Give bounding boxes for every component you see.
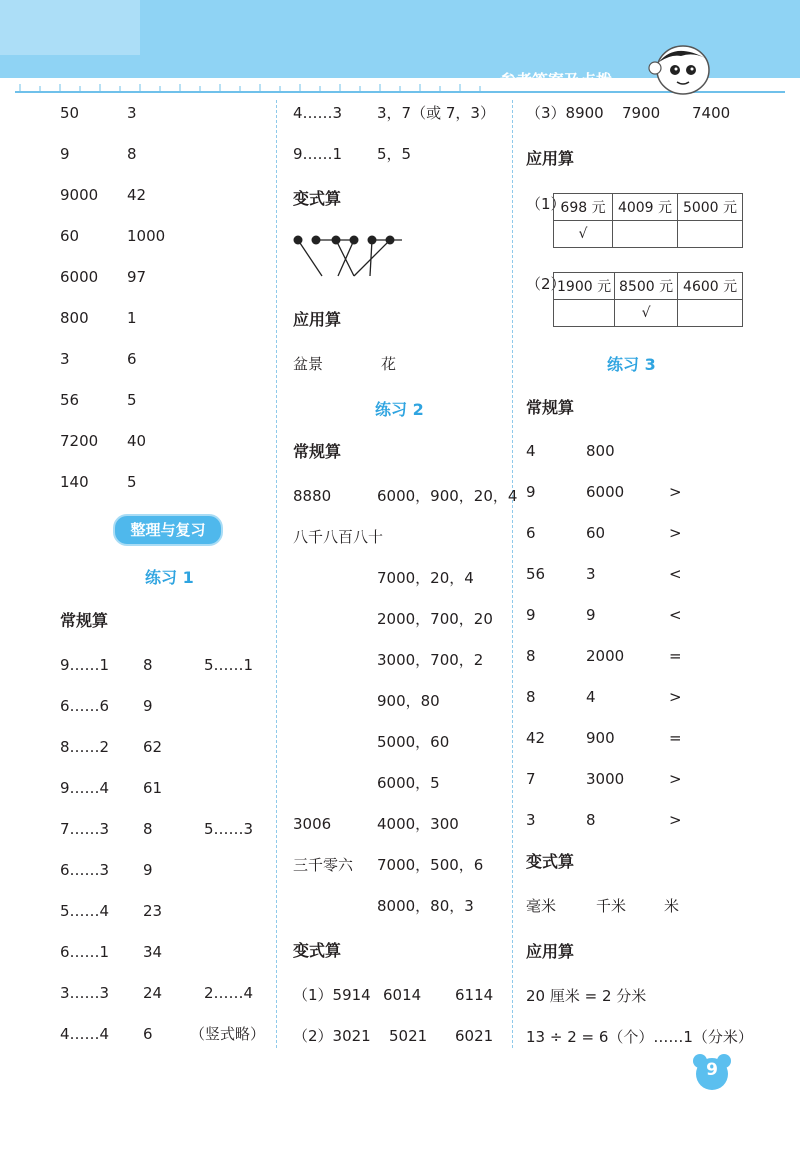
- answer-cell: 42: [127, 186, 147, 204]
- answer-cell: 7000，500，6: [377, 856, 484, 874]
- answer-cell: 7000，20，4: [377, 569, 474, 587]
- answer-cell: 8: [586, 811, 596, 829]
- answer-cell: 8: [143, 656, 153, 674]
- check-cell: √: [554, 221, 613, 248]
- answer-line: 20 厘米 = 2 分米: [526, 987, 647, 1005]
- answer-cell: 8: [143, 820, 153, 838]
- header-band: [0, 0, 800, 95]
- answer-cell: 6021: [455, 1027, 494, 1045]
- answer-cell: 62: [143, 738, 163, 756]
- answer-cell: 6014: [383, 986, 422, 1004]
- answer-cell: >: [669, 483, 682, 501]
- answer-cell: （3）8900: [526, 104, 604, 122]
- answer-cell: 6000，5: [377, 774, 440, 792]
- exercise-title: 练习 3: [607, 355, 656, 374]
- answer-cell: 800: [586, 442, 615, 460]
- answer-cell: =: [669, 647, 682, 665]
- answer-cell: 5……3: [204, 820, 254, 838]
- answer-cell: 34: [143, 943, 163, 961]
- section-heading: 变式算: [293, 941, 342, 960]
- answer-cell: 7200: [60, 432, 99, 450]
- answer-cell: 9: [526, 606, 536, 624]
- answer-cell: 9……4: [60, 779, 110, 797]
- answer-cell: 9: [143, 861, 153, 879]
- check-cell: [613, 221, 678, 248]
- answer-cell: 6……6: [60, 697, 110, 715]
- answer-cell: 3000，700，2: [377, 651, 484, 669]
- answer-cell: 3: [127, 104, 137, 122]
- answer-cell: >: [669, 811, 682, 829]
- header-title: 参考答案及点拨: [500, 71, 613, 90]
- answer-cell: 千米: [596, 897, 627, 915]
- answer-cell: 7400: [692, 104, 731, 122]
- table-cell: 4009 元: [613, 194, 678, 221]
- section-heading: 应用算: [293, 310, 342, 329]
- answer-cell: =: [669, 729, 682, 747]
- answer-cell: 米: [664, 897, 680, 915]
- section-heading: 常规算: [60, 611, 109, 630]
- answer-cell: 24: [143, 984, 163, 1002]
- table-cell: 698 元: [554, 194, 613, 221]
- answer-cell: 9000: [60, 186, 99, 204]
- answer-cell: 5021: [389, 1027, 428, 1045]
- answer-cell: 9……1: [60, 656, 110, 674]
- answer-cell: 3000: [586, 770, 625, 788]
- answer-cell: 42: [526, 729, 546, 747]
- answer-cell: 3……3: [60, 984, 110, 1002]
- table-label: （1）: [526, 195, 566, 213]
- table-cell: 1900 元: [554, 273, 615, 300]
- answer-cell: 56: [526, 565, 546, 583]
- answer-cell: 7……3: [60, 820, 110, 838]
- answer-cell: 60: [586, 524, 606, 542]
- answer-cell: >: [669, 524, 682, 542]
- answer-cell: 61: [143, 779, 163, 797]
- answer-cell: （竖式略）: [190, 1025, 266, 1043]
- column-divider: [276, 100, 277, 1048]
- answer-cell: 花: [381, 355, 397, 373]
- answer-cell: 5: [127, 473, 137, 491]
- section-heading: 应用算: [526, 942, 575, 961]
- answer-cell: 三千零六: [293, 856, 354, 874]
- section-heading: 常规算: [293, 442, 342, 461]
- answer-cell: 900，80: [377, 692, 440, 710]
- column-divider: [512, 100, 513, 1048]
- answer-cell: 6000: [60, 268, 99, 286]
- answer-cell: 800: [60, 309, 89, 327]
- answer-cell: 八千八百八十: [293, 528, 384, 546]
- check-cell: [678, 221, 743, 248]
- table-cell: 8500 元: [615, 273, 678, 300]
- answer-cell: 3006: [293, 815, 332, 833]
- answer-cell: 6114: [455, 986, 494, 1004]
- answer-cell: 6……1: [60, 943, 110, 961]
- answer-cell: <: [669, 565, 682, 583]
- answer-cell: 6000: [586, 483, 625, 501]
- answer-cell: 56: [60, 391, 80, 409]
- answer-cell: 盆景: [293, 355, 324, 373]
- answer-cell: 8: [526, 647, 536, 665]
- answer-cell: 9: [526, 483, 536, 501]
- answer-cell: 3: [526, 811, 536, 829]
- answer-cell: 5: [127, 391, 137, 409]
- answer-cell: 7900: [622, 104, 661, 122]
- section-heading: 变式算: [293, 189, 342, 208]
- answer-cell: 2000，700，20: [377, 610, 493, 628]
- answer-cell: 140: [60, 473, 89, 491]
- answer-cell: 4: [586, 688, 596, 706]
- section-heading: 变式算: [526, 852, 575, 871]
- price-table-1: [553, 193, 743, 248]
- answer-cell: 60: [60, 227, 80, 245]
- answer-cell: 50: [60, 104, 80, 122]
- answer-cell: 6: [526, 524, 536, 542]
- price-table-2: [553, 272, 743, 327]
- answer-line: 13 ÷ 2 = 6（个）……1（分米）: [526, 1028, 753, 1046]
- answer-cell: 6000，900，20，4: [377, 487, 518, 505]
- answer-cell: >: [669, 688, 682, 706]
- answer-cell: 4……3: [293, 104, 343, 122]
- answer-cell: >: [669, 770, 682, 788]
- answer-cell: 9: [143, 697, 153, 715]
- answer-cell: 9……1: [293, 145, 343, 163]
- answer-cell: 6: [127, 350, 137, 368]
- table-cell: 5000 元: [678, 194, 743, 221]
- section-heading: 应用算: [526, 149, 575, 168]
- answer-cell: 5……4: [60, 902, 110, 920]
- page-number: 9: [706, 1060, 718, 1080]
- answer-cell: 3，7（或 7，3）: [377, 104, 495, 122]
- answer-cell: 2……4: [204, 984, 254, 1002]
- answer-cell: 4000，300: [377, 815, 459, 833]
- answer-cell: 8000，80，3: [377, 897, 474, 915]
- answer-cell: 8: [127, 145, 137, 163]
- answer-cell: 9: [586, 606, 596, 624]
- section-badge: 整理与复习: [113, 514, 223, 546]
- answer-cell: 4……4: [60, 1025, 110, 1043]
- answer-cell: 1000: [127, 227, 166, 245]
- answer-cell: 40: [127, 432, 147, 450]
- answer-cell: 5……1: [204, 656, 254, 674]
- check-cell: [678, 300, 743, 327]
- answer-cell: 5，5: [377, 145, 412, 163]
- answer-cell: 6: [143, 1025, 153, 1043]
- table-label: （2）: [526, 275, 566, 293]
- answer-cell: 8……2: [60, 738, 110, 756]
- answer-cell: 4: [526, 442, 536, 460]
- answer-cell: 3: [586, 565, 596, 583]
- answer-cell: 9: [60, 145, 70, 163]
- answer-cell: 3: [60, 350, 70, 368]
- section-heading: 常规算: [526, 398, 575, 417]
- answer-cell: 1: [127, 309, 137, 327]
- mascot-icon: [645, 40, 715, 98]
- exercise-title: 练习 2: [375, 400, 424, 419]
- answer-cell: （1）5914: [293, 986, 371, 1004]
- exercise-title: 练习 1: [145, 568, 194, 587]
- answer-cell: 6……3: [60, 861, 110, 879]
- check-cell: [554, 300, 615, 327]
- answer-cell: （2）3021: [293, 1027, 371, 1045]
- answer-cell: <: [669, 606, 682, 624]
- matching-diagram: [292, 230, 407, 282]
- answer-cell: 7: [526, 770, 536, 788]
- answer-cell: 97: [127, 268, 147, 286]
- answer-cell: 900: [586, 729, 615, 747]
- answer-cell: 5000，60: [377, 733, 450, 751]
- table-cell: 4600 元: [678, 273, 743, 300]
- answer-cell: 2000: [586, 647, 625, 665]
- answer-cell: 8: [526, 688, 536, 706]
- answer-cell: 23: [143, 902, 163, 920]
- check-cell: √: [615, 300, 678, 327]
- answer-cell: 毫米: [526, 897, 557, 915]
- answer-cell: 8880: [293, 487, 332, 505]
